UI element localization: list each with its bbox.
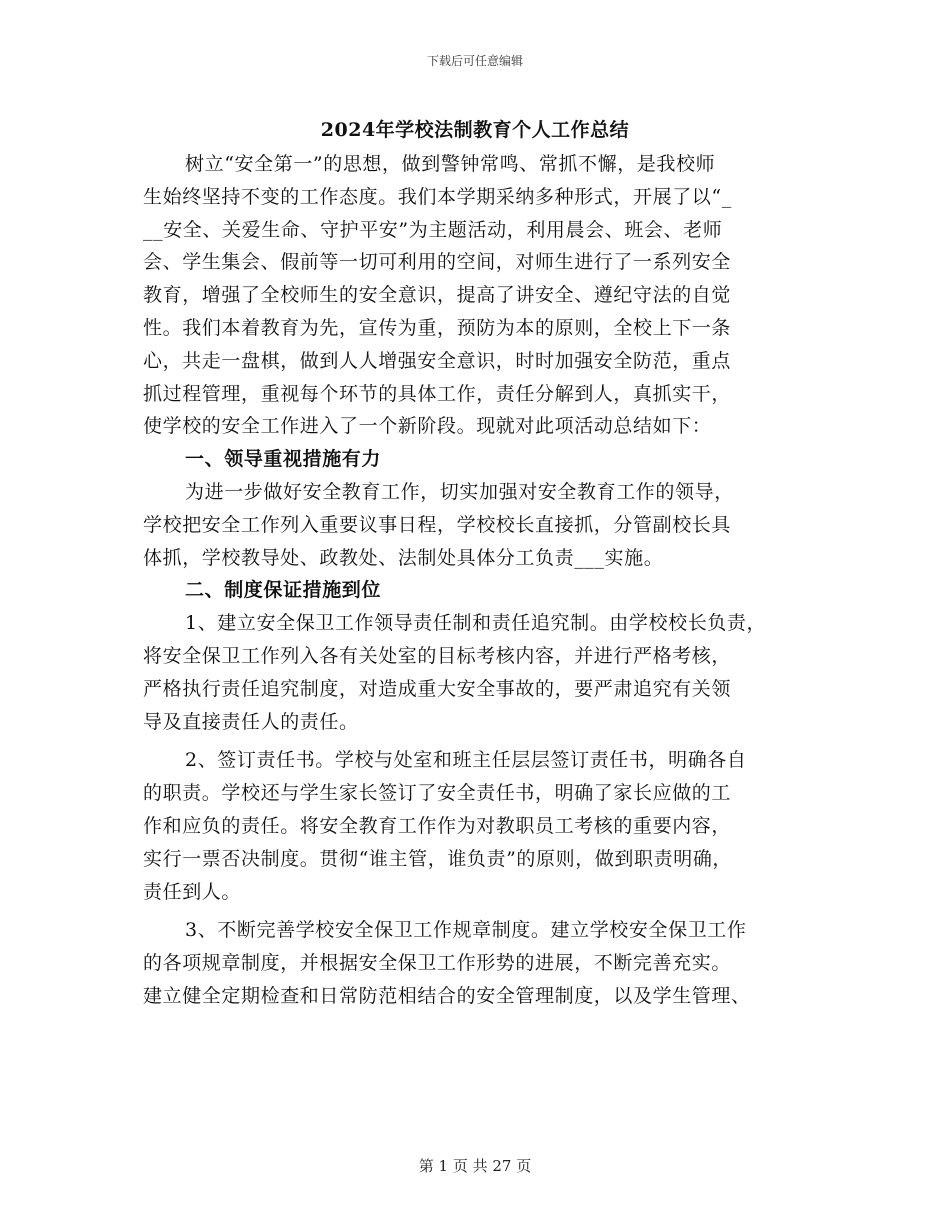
paragraph-line: 会、学生集会、假前等一切可利用的空间，对师生进行了一系列安全 — [143, 251, 732, 274]
paragraph-line: 2、签订责任书。学校与处室和班主任层层签订责任书，明确各自 — [185, 749, 747, 772]
paragraph-line: 抓过程管理，重视每个环节的具体工作，责任分解到人，真抓实干， — [143, 382, 732, 405]
paragraph-line: 1、建立安全保卫工作领导责任制和责任追究制。由学校校长负责， — [185, 612, 767, 635]
paragraph-line: __安全、关爱生命、守护平安”为主题活动，利用晨会、班会、老师 — [143, 218, 723, 241]
paragraph-line: 为进一步做好安全教育工作，切实加强对安全教育工作的领导， — [185, 480, 734, 503]
section-2-item-1 — [143, 607, 833, 738]
paragraph-line: 性。我们本着教育为先，宣传为重，预防为本的原则，全校上下一条 — [143, 316, 732, 339]
paragraph-line: 心，共走一盘棋，做到人人增强安全意识，时时加强安全防范，重点 — [143, 349, 732, 372]
paragraph-line: 的职责。学校还与学生家长签订了安全责任书，明确了家长应做的工 — [143, 782, 732, 805]
section-2-item-2 — [143, 744, 833, 908]
paragraph-line: 的各项规章制度，并根据安全保卫工作形势的进展，不断完善充实。 — [143, 952, 732, 975]
page-header: 下载后可任意编辑 — [426, 54, 523, 68]
section-heading-1: 一、领导重视措施有力 — [185, 448, 382, 471]
page-footer: 第 1 页 共 27 页 — [418, 1157, 532, 1175]
paragraph-line: 使学校的安全工作进入了一个新阶段。现就对此项活动总结如下： — [143, 415, 712, 438]
paragraph-line: 教育，增强了全校师生的安全意识，提高了讲安全、遵纪守法的自觉 — [143, 284, 732, 307]
paragraph-line: 导及直接责任人的责任。 — [143, 710, 359, 733]
paragraph-line: 责任到人。 — [143, 880, 242, 903]
paragraph-line: 树立“安全第一”的思想，做到警钟常鸣、常抓不懈，是我校师 — [185, 153, 716, 175]
document-body — [143, 148, 833, 1013]
paragraph-line: 实行一票否决制度。贯彻“谁主管，谁负责”的原则，做到职责明确， — [143, 847, 733, 870]
paragraph-line: 作和应负的责任。将安全教育工作作为对教职员工考核的重要内容， — [143, 814, 732, 837]
paragraph-line: 严格执行责任追究制度，对造成重大安全事故的，要严肃追究有关领 — [143, 677, 732, 700]
paragraph-line: 建立健全定期检查和日常防范相结合的安全管理制度，以及学生管理、 — [143, 984, 751, 1007]
section-1-paragraph — [143, 476, 833, 574]
section-2-item-3 — [143, 914, 833, 1012]
paragraph-line: 3、不断完善学校安全保卫工作规章制度。建立学校安全保卫工作 — [185, 919, 747, 942]
section-heading-2: 二、制度保证措施到位 — [185, 579, 382, 602]
paragraph-line: 体抓，学校教导处、政教处、法制处具体分工负责___实施。 — [143, 546, 664, 569]
paragraph-line: 学校把安全工作列入重要议事日程，学校校长直接抓，分管副校长具 — [143, 513, 732, 536]
paragraph-line: 生始终坚持不变的工作态度。我们本学期采纳多种形式，开展了以“_ — [143, 185, 732, 208]
paragraph-line: 将安全保卫工作列入各有关处室的目标考核内容，并进行严格考核， — [143, 644, 732, 667]
intro-paragraph — [143, 148, 833, 443]
document-title: 2024年学校法制教育个人工作总结 — [320, 119, 630, 141]
